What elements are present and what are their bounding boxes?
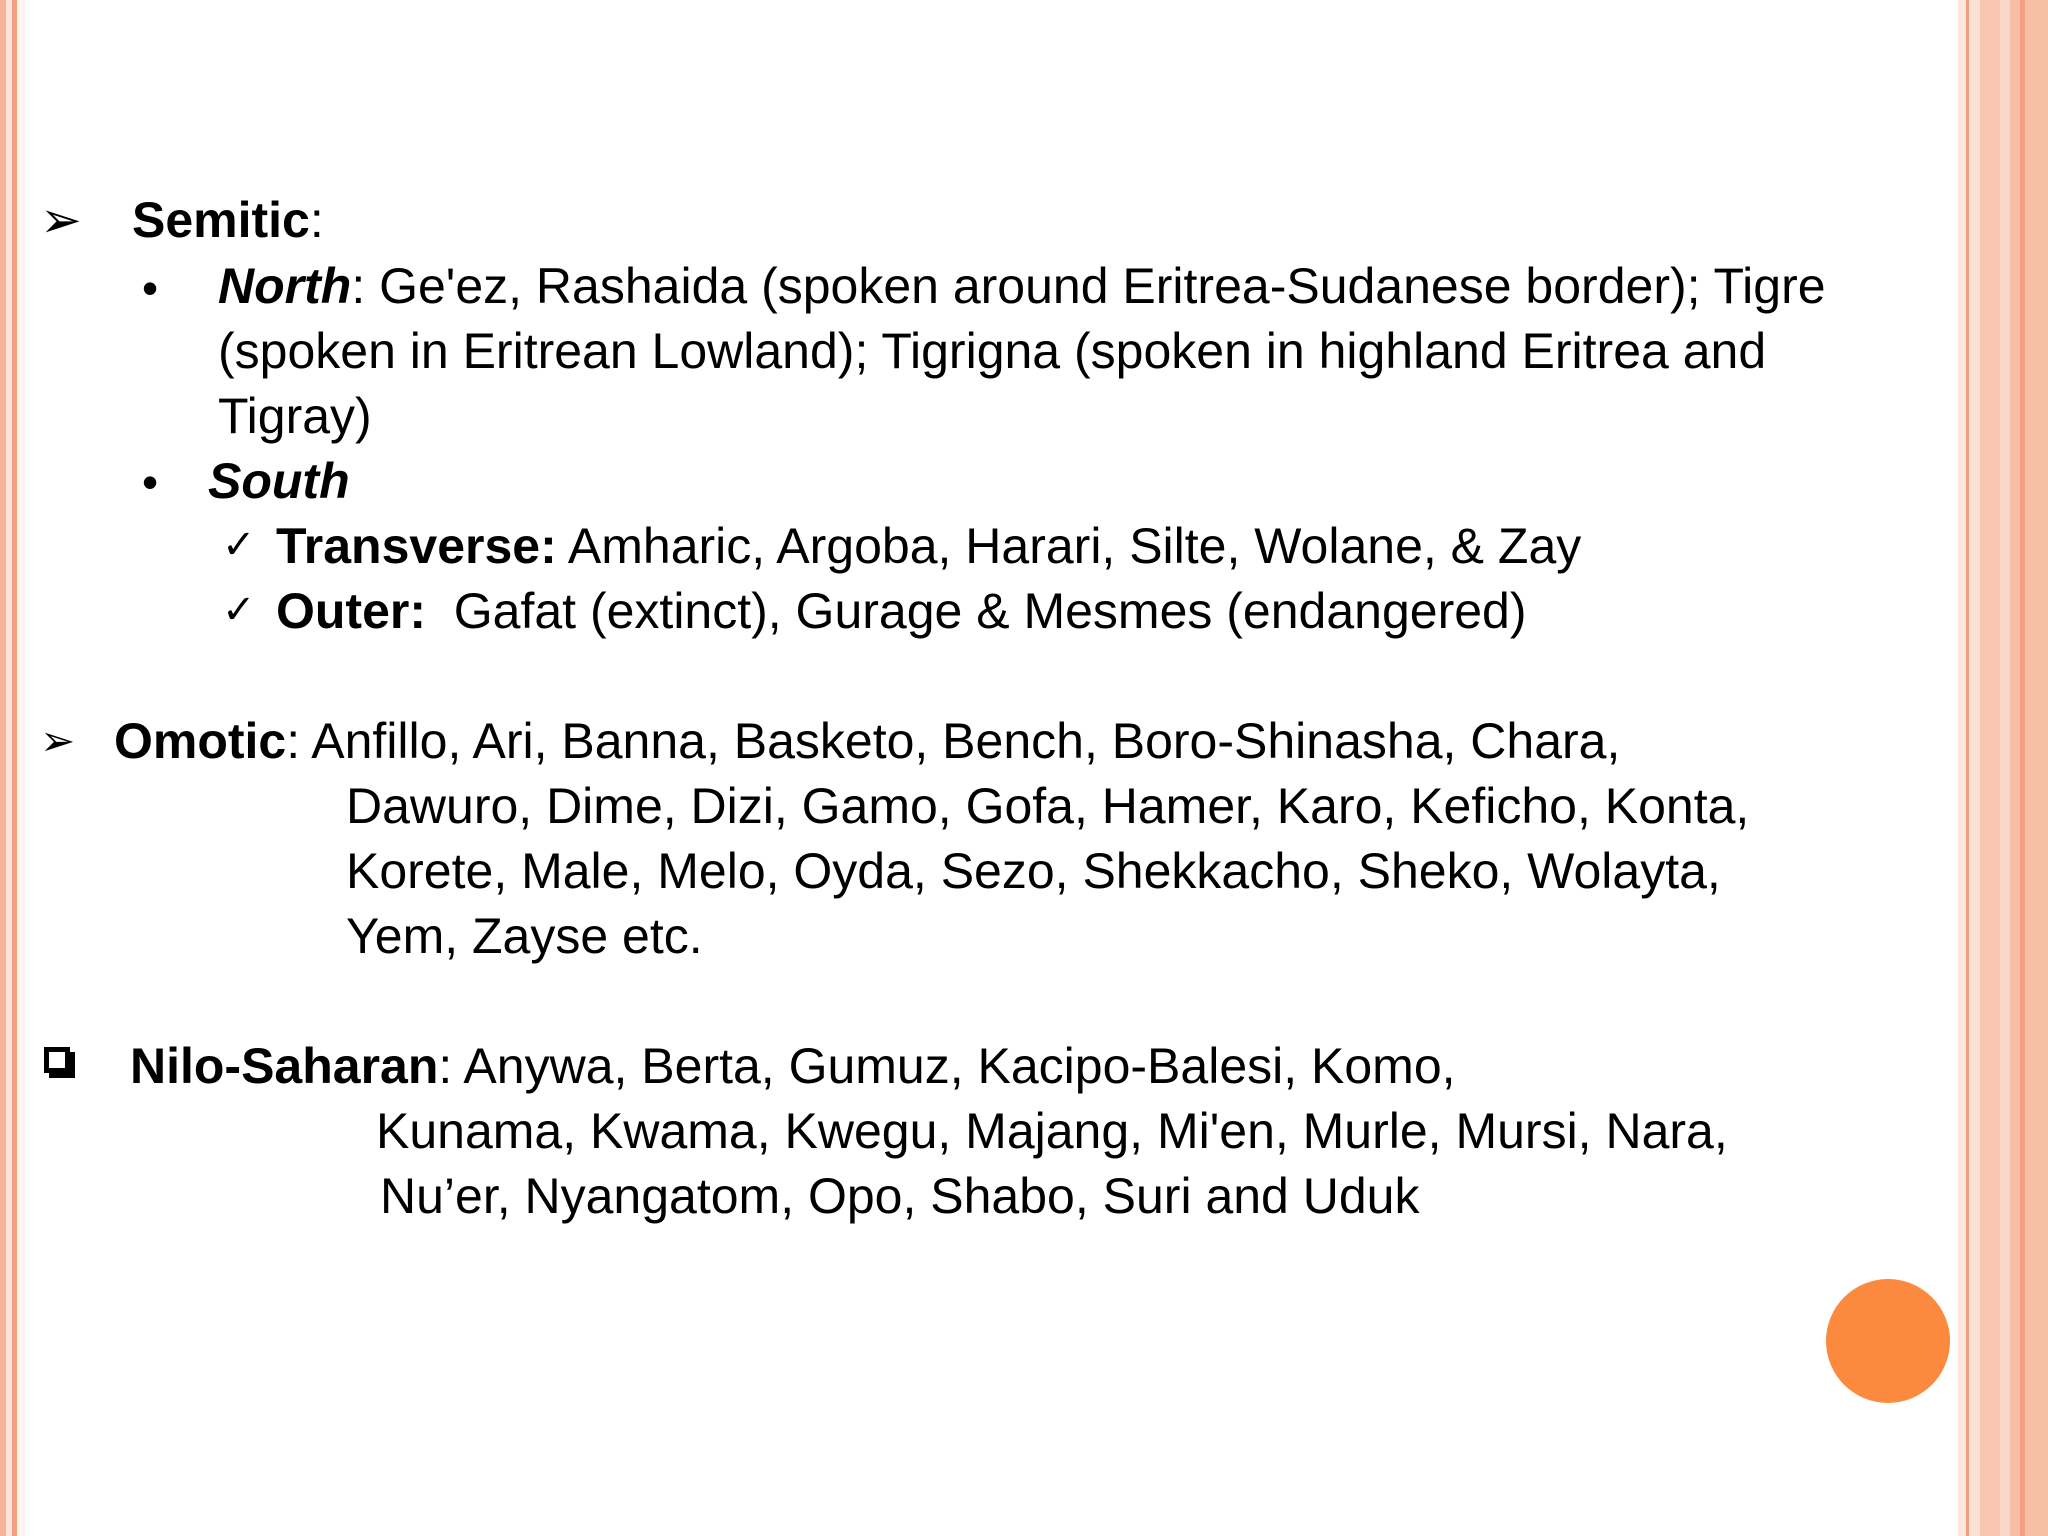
checkmark-icon: ✓ xyxy=(222,523,256,567)
outer-text: Gafat (extinct), Gurage & Mesmes (endangered) xyxy=(426,583,1527,639)
north-label: North xyxy=(218,258,352,314)
nilo-saharan-text-2: Kunama, Kwama, Kwegu, Majang, Mi'en, Murle, Mursi, Nara, xyxy=(376,1103,1728,1159)
bullet-icon: • xyxy=(142,262,159,314)
right-border-stripe xyxy=(1980,0,2000,1536)
nilo-saharan-heading: Nilo-Saharan xyxy=(130,1038,439,1094)
nilo-saharan-line-1 xyxy=(130,1036,1456,1096)
omotic-heading: Omotic xyxy=(114,713,287,769)
bullet-icon: • xyxy=(142,456,159,508)
semitic-heading-line xyxy=(132,190,324,250)
right-border-stripe xyxy=(2020,0,2025,1536)
north-line-1 xyxy=(218,256,1826,316)
semitic-heading: Semitic xyxy=(132,192,310,248)
nilo-saharan-text-1: : Anywa, Berta, Gumuz, Kacipo-Balesi, Komo, xyxy=(438,1038,1456,1094)
semitic-colon: : xyxy=(309,192,324,248)
nilo-saharan-text-3: Nu’er, Nyangatom, Opo, Shabo, Suri and Uduk xyxy=(380,1168,1420,1224)
right-border-stripe xyxy=(2000,0,2010,1536)
outer-label: Outer: xyxy=(276,583,426,639)
arrow-bullet-icon: ➢ xyxy=(40,192,82,248)
checkmark-icon: ✓ xyxy=(222,588,256,632)
transverse-line xyxy=(276,516,1581,576)
right-border-stripe xyxy=(1969,0,1980,1536)
omotic-text-2: Dawuro, Dime, Dizi, Gamo, Gofa, Hamer, Karo, Keficho, Konta, xyxy=(346,778,1750,834)
right-border-stripe xyxy=(1958,0,1966,1536)
omotic-text-3: Korete, Male, Melo, Oyda, Sezo, Shekkacho, Sheko, Wolayta, xyxy=(346,843,1721,899)
left-border-stripe xyxy=(17,0,25,1536)
south-label: South xyxy=(208,453,350,509)
orange-circle-decoration xyxy=(1826,1279,1950,1403)
north-text-1: : Ge'ez, Rashaida (spoken around Eritrea-Sudanese border); Tigre xyxy=(351,258,1826,314)
omotic-line-1 xyxy=(114,711,1620,771)
transverse-text: Amharic, Argoba, Harari, Silte, Wolane, & Zay xyxy=(556,518,1582,574)
north-text-2: (spoken in Eritrean Lowland); Tigrigna (spoken in highland Eritrea and xyxy=(218,323,1767,379)
transverse-label: Transverse: xyxy=(276,518,557,574)
omotic-text-1: : Anfillo, Ari, Banna, Basketo, Bench, Boro-Shinasha, Chara, xyxy=(286,713,1621,769)
square-bullet-icon xyxy=(44,1047,70,1073)
omotic-text-4: Yem, Zayse etc. xyxy=(346,908,703,964)
right-border-stripe xyxy=(2010,0,2048,1536)
outer-line xyxy=(276,581,1527,641)
north-text-3: Tigray) xyxy=(218,388,372,444)
arrow-bullet-icon: ➢ xyxy=(40,717,76,764)
